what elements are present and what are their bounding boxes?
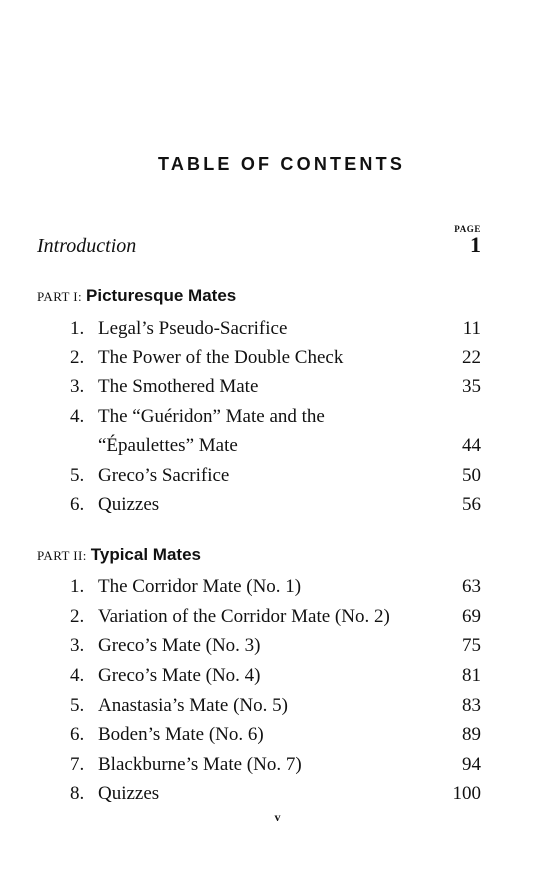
entry-title: The Power of the Double Check <box>98 347 344 368</box>
entry-page: 69 <box>462 606 481 627</box>
entry-title: Greco’s Mate (No. 3) <box>98 635 261 656</box>
entry-title: Boden’s Mate (No. 6) <box>98 724 264 745</box>
introduction-label: Introduction <box>37 235 137 257</box>
toc-entry[interactable] <box>70 406 481 434</box>
entry-page: 11 <box>462 318 481 339</box>
entry-page: 35 <box>462 376 481 397</box>
toc-entry[interactable] <box>70 347 481 375</box>
entry-page: 94 <box>462 754 481 775</box>
entry-title: The Smothered Mate <box>98 376 259 397</box>
entry-page: 56 <box>462 494 481 515</box>
toc-entry[interactable] <box>70 376 481 404</box>
part-prefix: PART I: <box>37 289 83 304</box>
entry-title: Greco’s Sacrifice <box>98 465 230 486</box>
entry-title: Greco’s Mate (No. 4) <box>98 665 261 686</box>
entry-title: The “Guéridon” Mate and the <box>98 406 325 427</box>
toc-entry[interactable] <box>70 494 481 522</box>
toc-entry[interactable] <box>70 665 481 693</box>
page-column-header: PAGE <box>454 224 481 234</box>
toc-entry[interactable] <box>70 724 481 752</box>
entry-number: 4. <box>70 406 85 427</box>
toc-entry[interactable] <box>70 465 481 493</box>
toc-entry[interactable] <box>70 635 481 663</box>
entry-title: Anastasia’s Mate (No. 5) <box>98 695 288 716</box>
part-heading <box>37 286 236 306</box>
entry-number: 5. <box>70 695 85 716</box>
entry-number: 6. <box>70 724 85 745</box>
entry-title: Quizzes <box>98 494 160 515</box>
part-heading <box>37 545 201 565</box>
entry-page: 89 <box>462 724 481 745</box>
entry-number: 4. <box>70 665 85 686</box>
toc-entry-continuation[interactable] <box>70 435 481 463</box>
page-folio: v <box>274 810 281 824</box>
entry-title: “Épaulettes” Mate <box>98 435 238 456</box>
toc-entry[interactable] <box>70 576 481 604</box>
entry-number: 5. <box>70 465 85 486</box>
entry-page: 63 <box>462 576 481 597</box>
entry-number: 8. <box>70 783 85 804</box>
entry-number: 3. <box>70 635 85 656</box>
entry-title: Quizzes <box>98 783 160 804</box>
entry-number: 6. <box>70 494 85 515</box>
introduction-entry[interactable] <box>37 232 481 258</box>
toc-entry[interactable] <box>70 754 481 782</box>
toc-entry[interactable] <box>70 783 481 811</box>
part-title: Picturesque Mates <box>86 286 237 305</box>
toc-entry[interactable] <box>70 695 481 723</box>
part-title: Typical Mates <box>90 545 201 564</box>
entry-page: 75 <box>462 635 481 656</box>
part-prefix: PART II: <box>37 548 87 563</box>
entry-page: 81 <box>462 665 481 686</box>
toc-entry[interactable] <box>70 318 481 346</box>
entry-number: 2. <box>70 347 85 368</box>
entry-number: 3. <box>70 376 85 397</box>
entry-title: Legal’s Pseudo-Sacrifice <box>98 318 288 339</box>
entry-number: 1. <box>70 576 85 597</box>
entry-number: 1. <box>70 318 85 339</box>
entry-number: 2. <box>70 606 85 627</box>
entry-title: Blackburne’s Mate (No. 7) <box>98 754 302 775</box>
entry-page: 50 <box>462 465 481 486</box>
entry-page: 22 <box>462 347 481 368</box>
entry-number: 7. <box>70 754 85 775</box>
toc-entry[interactable] <box>70 606 481 634</box>
page-title: TABLE OF CONTENTS <box>157 154 406 174</box>
entry-page: 44 <box>462 435 481 456</box>
entry-title: The Corridor Mate (No. 1) <box>98 576 302 597</box>
entry-page: 100 <box>452 783 481 804</box>
introduction-page: 1 <box>470 232 481 257</box>
entry-page: 83 <box>462 695 481 716</box>
entry-title: Variation of the Corridor Mate (No. 2) <box>98 606 390 627</box>
